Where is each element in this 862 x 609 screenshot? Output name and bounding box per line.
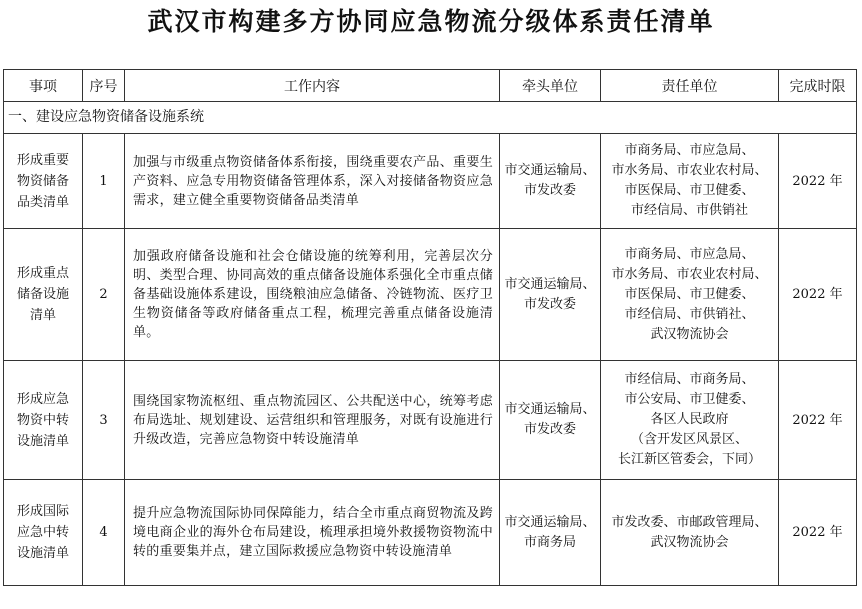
- header-item: 事项: [4, 70, 83, 102]
- responsible-unit-cell: 市商务局、市应急局、 市水务局、市农业农村局、 市医保局、市卫健委、 市经信局、市供销社: [601, 134, 779, 229]
- item-cell: 形成应急 物资中转 设施清单: [4, 361, 83, 480]
- header-responsible-unit: 责任单位: [601, 70, 779, 102]
- header-lead-unit: 牵头单位: [500, 70, 601, 102]
- table-header-row: [4, 70, 857, 102]
- table-row: [4, 361, 857, 480]
- table-row: [4, 134, 857, 229]
- header-content: 工作内容: [125, 70, 500, 102]
- item-cell: 形成重要 物资储备 品类清单: [4, 134, 83, 229]
- content-cell: 加强与市级重点物资储备体系衔接，围绕重要农产品、重要生产资料、应急专用物资储备管理体系，深入对接储备物资应急需求，建立健全重要物资储备品类清单: [125, 134, 500, 229]
- item-cell: 形成国际 应急中转 设施清单: [4, 480, 83, 586]
- responsible-unit-cell: 市发改委、市邮政管理局、 武汉物流协会: [601, 480, 779, 586]
- lead-unit-cell: 市交通运输局、 市发改委: [500, 229, 601, 361]
- number-cell: 1: [83, 134, 125, 229]
- content-cell: 加强政府储备设施和社会仓储设施的统筹利用，完善层次分明、类型合理、协同高效的重点储备设施体系强化全市重点储备基础设施体系建设，围绕粮油应急储备、冷链物流、医疗卫生物资储备等政府储备重点工程，梳理完善重点储备设施清单。: [125, 229, 500, 361]
- table-row: [4, 480, 857, 586]
- responsible-unit-cell: 市商务局、市应急局、 市水务局、市农业农村局、 市医保局、市卫健委、 市经信局、市供销社、 武汉物流协会: [601, 229, 779, 361]
- deadline-cell: 2022 年: [779, 134, 857, 229]
- section-title: 一、建设应急物资储备设施系统: [4, 102, 857, 134]
- deadline-cell: 2022 年: [779, 361, 857, 480]
- number-cell: 4: [83, 480, 125, 586]
- page-title: 武汉市构建多方协同应急物流分级体系责任清单: [147, 7, 715, 36]
- number-cell: 3: [83, 361, 125, 480]
- section-row: [4, 102, 857, 134]
- number-cell: 2: [83, 229, 125, 361]
- deadline-cell: 2022 年: [779, 229, 857, 361]
- deadline-cell: 2022 年: [779, 480, 857, 586]
- table-row: [4, 229, 857, 361]
- responsibility-table: [3, 69, 857, 586]
- content-cell: 提升应急物流国际协同保障能力，结合全市重点商贸物流及跨境电商企业的海外仓布局建设，梳理承担境外救援物资物流中转的重要集并点，建立国际救援应急物资中转设施清单: [125, 480, 500, 586]
- item-cell: 形成重点 储备设施 清单: [4, 229, 83, 361]
- lead-unit-cell: 市交通运输局、 市发改委: [500, 361, 601, 480]
- header-number: 序号: [83, 70, 125, 102]
- header-deadline: 完成时限: [779, 70, 857, 102]
- content-cell: 围绕国家物流枢纽、重点物流园区、公共配送中心，统筹考虑布局选址、规划建设、运营组织和管理服务，对既有设施进行升级改造，完善应急物资中转设施清单: [125, 361, 500, 480]
- lead-unit-cell: 市交通运输局、 市发改委: [500, 134, 601, 229]
- lead-unit-cell: 市交通运输局、 市商务局: [500, 480, 601, 586]
- responsible-unit-cell: 市经信局、市商务局、 市公安局、市卫健委、 各区人民政府 （含开发区风景区、 长江新区管委会，下同）: [601, 361, 779, 480]
